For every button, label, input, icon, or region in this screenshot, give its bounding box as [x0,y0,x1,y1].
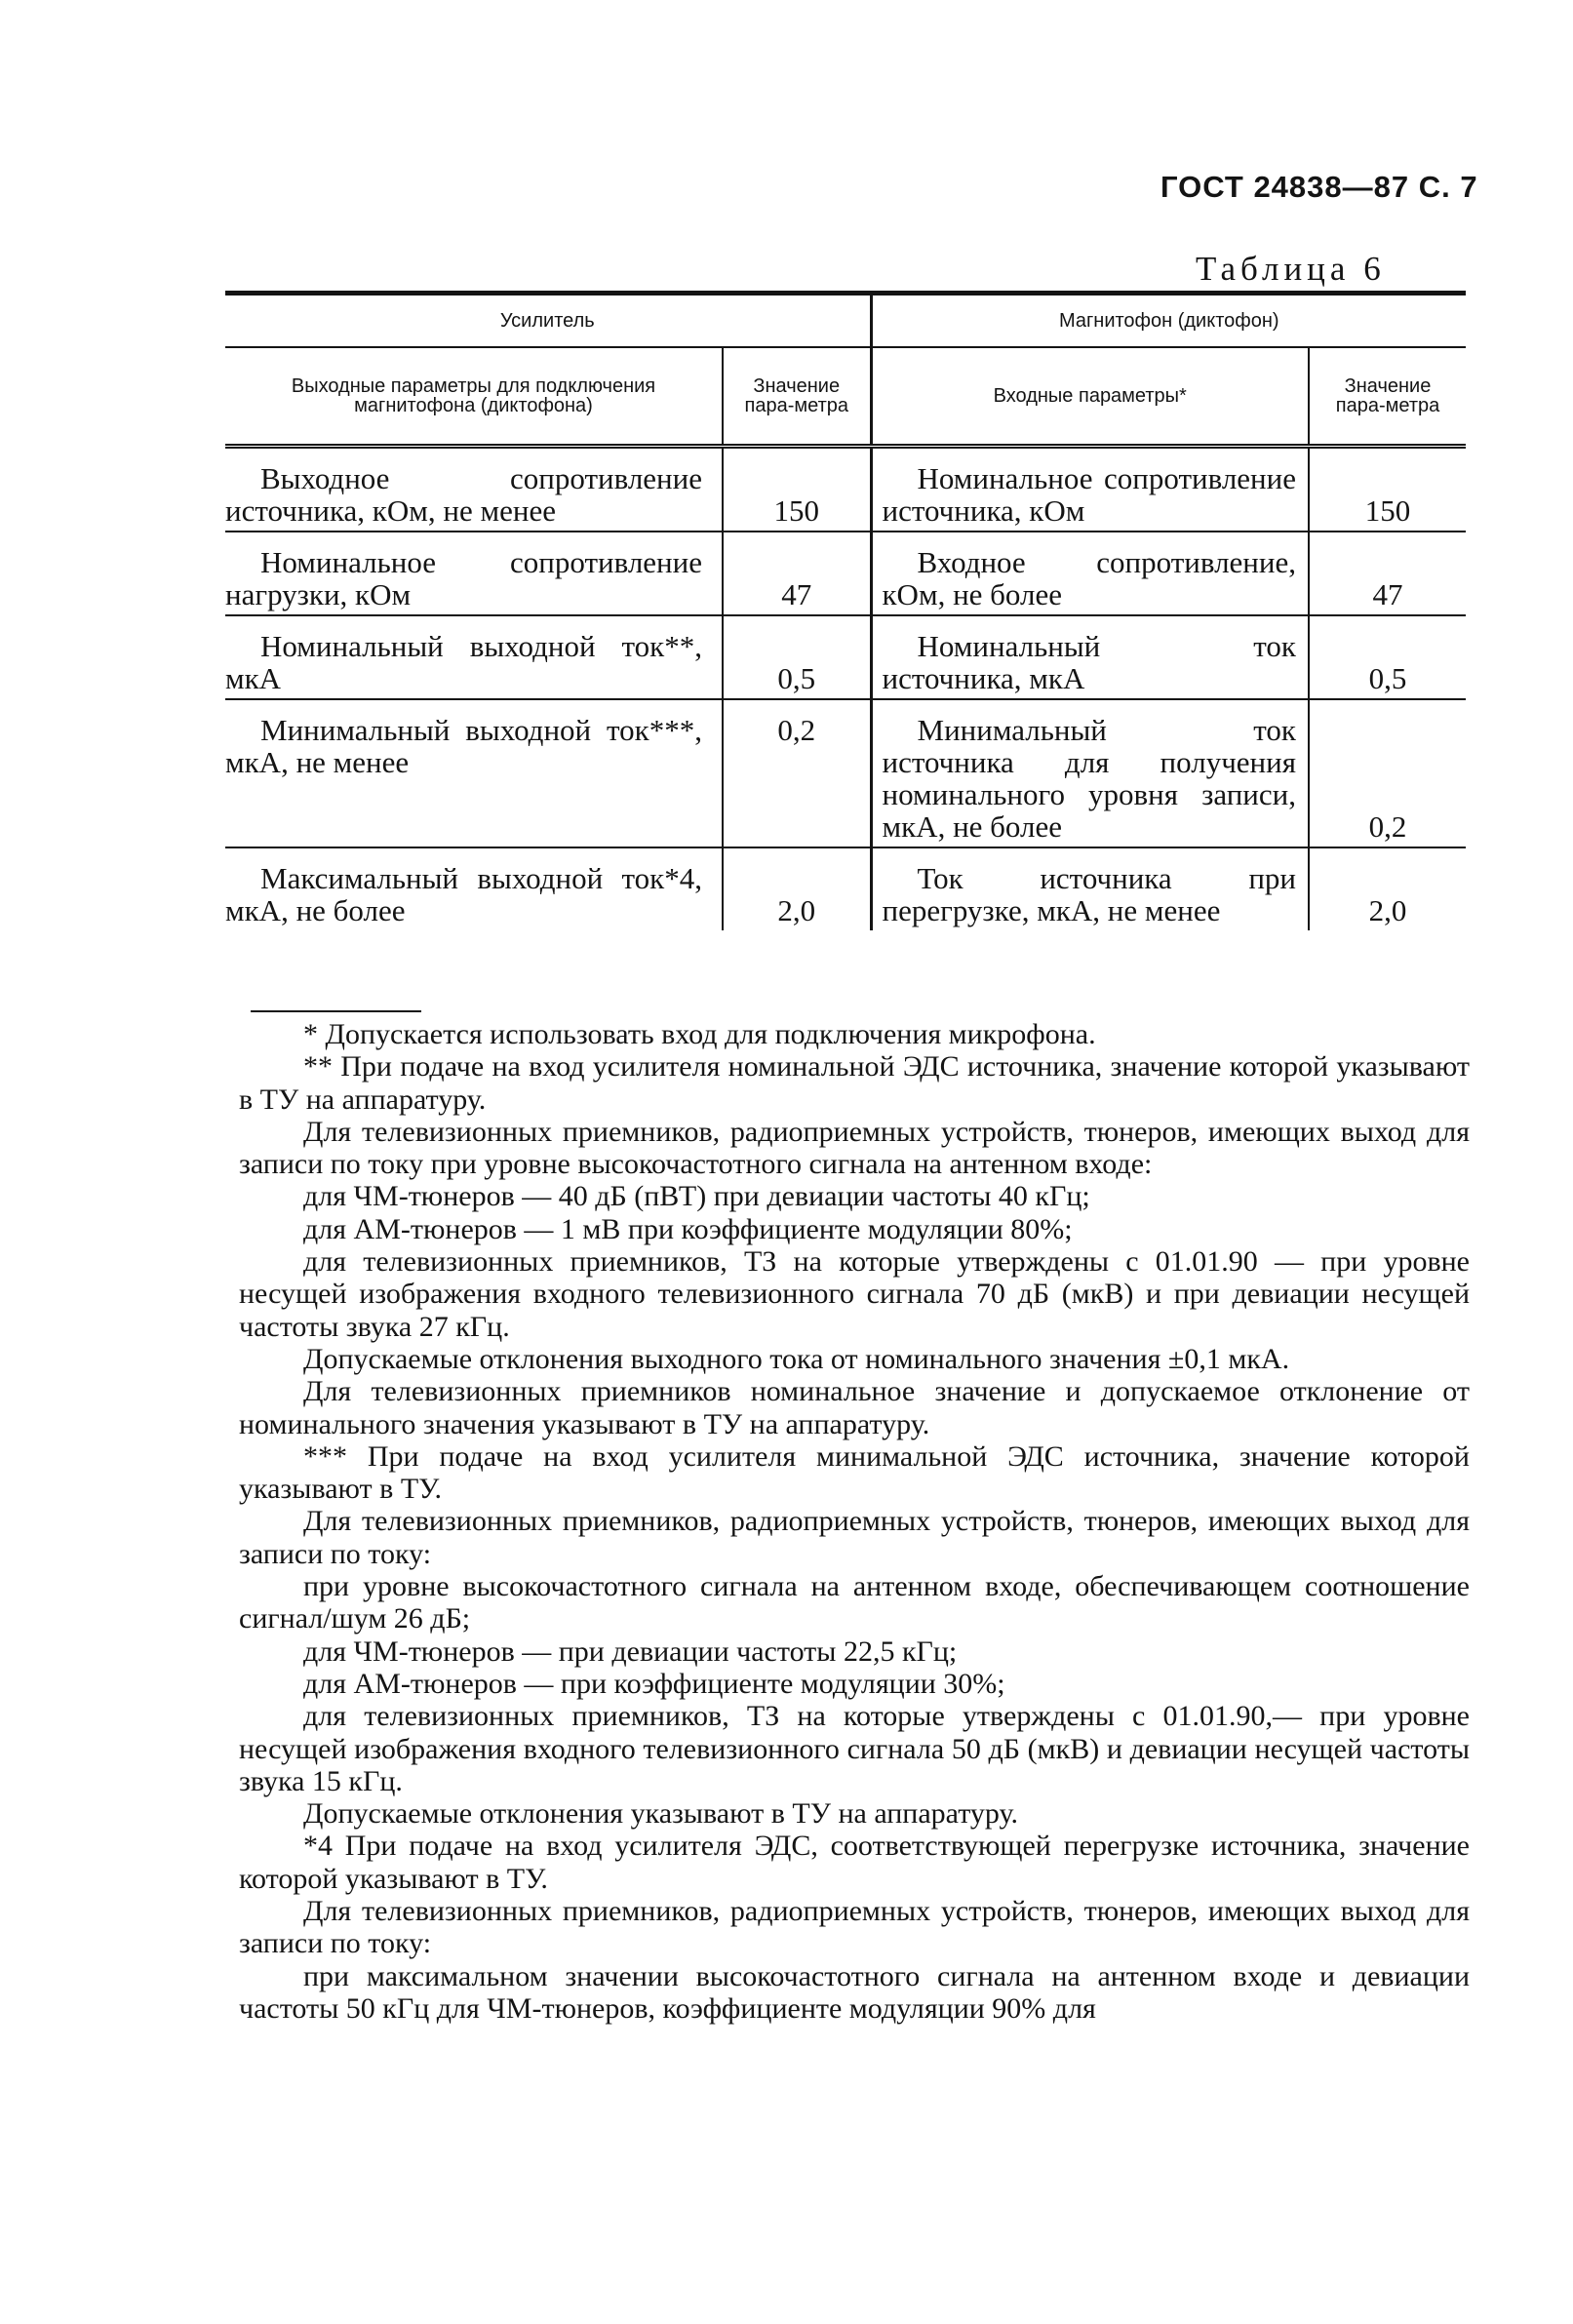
input-param: Номинальное сопротивление источника, кОм [882,461,1296,528]
table-row [225,532,1466,615]
col-header-output-params: Выходные параметры для подключения магнитофона (диктофона) [225,347,723,447]
footnote-text: для АМ-тюнеров — при коэффициенте модуляции 30%; [303,1667,1005,1700]
footnote-text: для ЧМ-тюнеров — при девиации частоты 22,5 кГц; [303,1635,958,1668]
output-value: 2,0 [723,847,871,930]
table-row [225,447,1466,532]
footnotes [239,1018,1470,2025]
group-header-amplifier: Усилитель [225,294,871,348]
input-param: Минимальный ток источника для получения номинального уровня записи, мкА, не более [882,713,1296,844]
footnote-text: * Допускается использовать вход для подключения микрофона. [303,1018,1096,1050]
input-param: Ток источника при перегрузке, мкА, не менее [882,861,1296,927]
footnote-text: для АМ-тюнеров — 1 мВ при коэффициенте модуляции 80%; [303,1212,1073,1245]
footnote-text: Для телевизионных приемников, радиоприемных устройств, тюнеров, имеющих выход для записи по току: [239,1895,1470,1960]
footnote-text: ** При подаче на вход усилителя номинальной ЭДС источника, значение которой указывают в ТУ на аппаратуру. [239,1050,1470,1116]
footnote-text: *** При подаче на вход усилителя минимальной ЭДС источника, значение которой указывают в ТУ. [239,1439,1470,1506]
input-param: Входное сопротивление, кОм, не более [882,545,1296,611]
footnote-text: при уровне высокочастотного сигнала на антенном входе, обеспечивающем соотношение сигнал/шум 26 дБ; [239,1570,1470,1635]
footnote-text: Для телевизионных приемников номинальное значение и допускаемое отклонение от номинального значения указывают в ТУ на аппаратуру. [239,1375,1470,1440]
input-value: 150 [1309,447,1466,532]
output-param: Максимальный выходной ток*4, мкА, не более [225,861,702,927]
page-header: ГОСТ 24838—87 С. 7 [1160,170,1478,204]
input-value: 47 [1309,532,1466,615]
input-value: 0,2 [1309,699,1466,847]
output-param: Выходное сопротивление источника, кОм, не менее [225,461,702,528]
footnote-text: для ЧМ-тюнеров — 40 дБ (пВТ) при девиации частоты 40 кГц; [303,1180,1090,1213]
table-row [225,699,1466,847]
footnote-text: *4 При подаче на вход усилителя ЭДС, соответствующей перегрузке источника, значение которой указывают в ТУ. [239,1830,1470,1895]
input-value: 0,5 [1309,615,1466,699]
table-caption: Таблица 6 [1196,250,1386,288]
output-value: 0,5 [723,615,871,699]
footnote-text: для телевизионных приемников, ТЗ на которые утверждены с 01.01.90 — при уровне несущей изображения входного телевизионного сигнала 70 дБ (мкВ) и при девиации несущей частоты звука 27 кГц. [239,1245,1470,1343]
input-param: Номинальный ток источника, мкА [882,629,1296,695]
output-param: Номинальный выходной ток**, мкА [225,629,702,695]
output-param: Минимальный выходной ток***, мкА, не менее [225,713,702,779]
col-header-input-value: Значение пара-метра [1309,347,1466,447]
output-param: Номинальное сопротивление нагрузки, кОм [225,545,702,611]
table-row [225,615,1466,699]
col-header-output-value: Значение пара-метра [723,347,871,447]
footnote-text: при максимальном значении высокочастотного сигнала на антенном входе и девиации частоты 50 кГц для ЧМ-тюнеров, коэффициенте модуляции 90% для [239,1959,1470,2025]
parameters-table [225,291,1466,930]
footnote-divider [251,1010,421,1012]
output-value: 47 [723,532,871,615]
footnote-text: Допускаемые отклонения выходного тока от номинального значения ±0,1 мкА. [303,1342,1290,1375]
output-value: 0,2 [723,699,871,847]
input-value: 2,0 [1309,847,1466,930]
footnote-text: Для телевизионных приемников, радиоприемных устройств, тюнеров, имеющих выход для записи по току при уровне высокочастотного сигнала на антенном входе: [239,1115,1470,1181]
output-value: 150 [723,447,871,532]
footnote-text: Допускаемые отклонения указывают в ТУ на аппаратуру. [303,1797,1019,1831]
table-row [225,847,1466,930]
col-header-input-params: Входные параметры* [871,347,1309,447]
footnote-text: Для телевизионных приемников, радиоприемных устройств, тюнеров, имеющих выход для записи по току: [239,1505,1470,1570]
footnote-text: для телевизионных приемников, ТЗ на которые утверждены с 01.01.90,— при уровне несущей изображения входного телевизионного сигнала 50 дБ (мкВ) и девиации несущей частоты звука 15 кГц. [239,1700,1470,1797]
group-header-recorder: Магнитофон (диктофон) [871,294,1466,348]
